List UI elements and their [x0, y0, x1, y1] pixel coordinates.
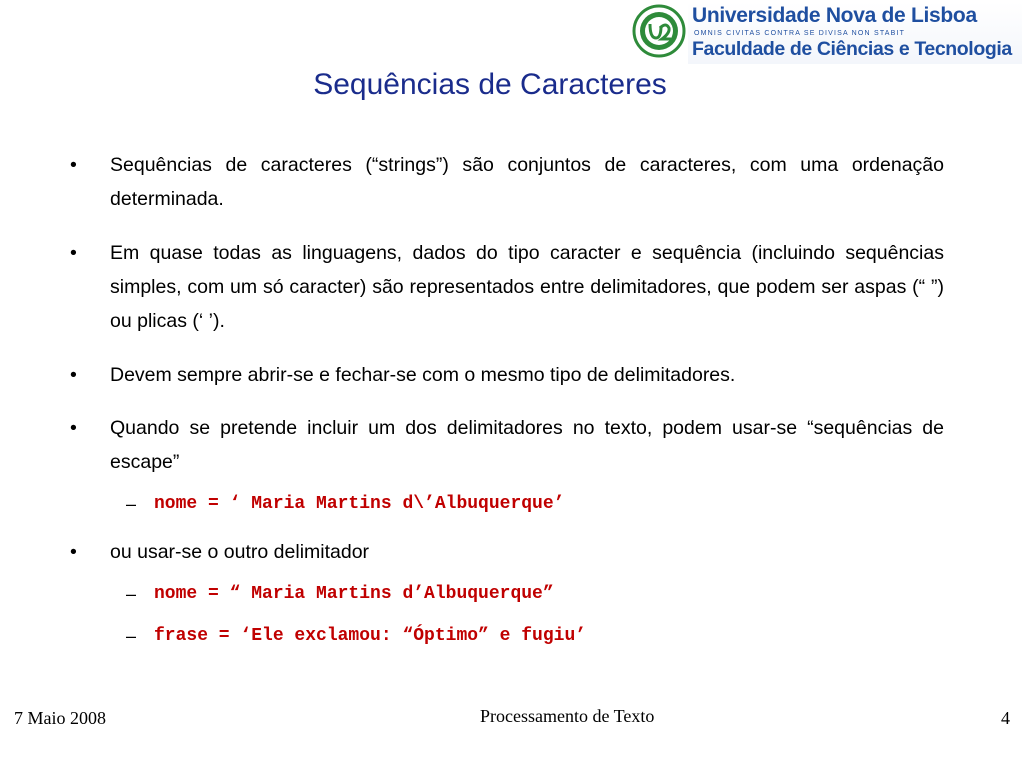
dash-symbol: – — [126, 494, 137, 514]
code-text: nome = “ Maria Martins d’Albuquerque” — [154, 584, 554, 604]
university-motto: OMNIS CIVITAS CONTRA SE DIVISA NON STABIT — [694, 30, 906, 37]
footer-course: Processamento de Texto — [480, 706, 655, 726]
bullet-symbol: • — [70, 541, 77, 563]
bullet-item — [70, 236, 944, 338]
bullet-item — [70, 358, 944, 392]
slide-title: Sequências de Caracteres — [313, 68, 667, 101]
slide-content — [70, 148, 944, 649]
bullet-item — [70, 148, 944, 216]
bullet-text: Em quase todas as linguagens, dados do tipo caracter e sequência (incluindo sequências simples, com um só caracter) são representados entre delimitadores, que podem ser aspas (“ ”) ou plicas (‘ ’). — [110, 242, 944, 332]
dash-symbol: – — [126, 584, 137, 604]
bullet-item — [70, 411, 944, 479]
page-number: 4 — [1001, 708, 1010, 728]
footer-date: 7 Maio 2008 — [14, 708, 106, 728]
code-text: frase = ‘Ele exclamou: “Óptimo” e fugiu’ — [154, 626, 587, 646]
code-example — [70, 623, 944, 649]
bullet-text: Devem sempre abrir-se e fechar-se com o mesmo tipo de delimitadores. — [110, 364, 736, 386]
code-example — [70, 581, 944, 607]
bullet-symbol: • — [70, 417, 77, 439]
dash-symbol: – — [126, 626, 137, 646]
bullet-symbol: • — [70, 242, 77, 264]
unl-seal-icon — [632, 4, 686, 58]
university-logo — [630, 2, 1022, 64]
university-name: Universidade Nova de Lisboa — [692, 4, 977, 27]
faculty-name: Faculdade de Ciências e Tecnologia — [692, 38, 1012, 60]
code-example — [70, 491, 944, 517]
bullet-symbol: • — [70, 364, 77, 386]
bullet-symbol: • — [70, 154, 77, 176]
bullet-item — [70, 535, 944, 569]
code-text: nome = ‘ Maria Martins d\’Albuquerque’ — [154, 494, 565, 514]
bullet-text: ou usar-se o outro delimitador — [110, 541, 370, 563]
bullet-text: Sequências de caracteres (“strings”) são conjuntos de caracteres, com uma ordenação determinada. — [110, 154, 944, 210]
bullet-text: Quando se pretende incluir um dos delimitadores no texto, podem usar-se “sequências de escape” — [110, 417, 944, 473]
